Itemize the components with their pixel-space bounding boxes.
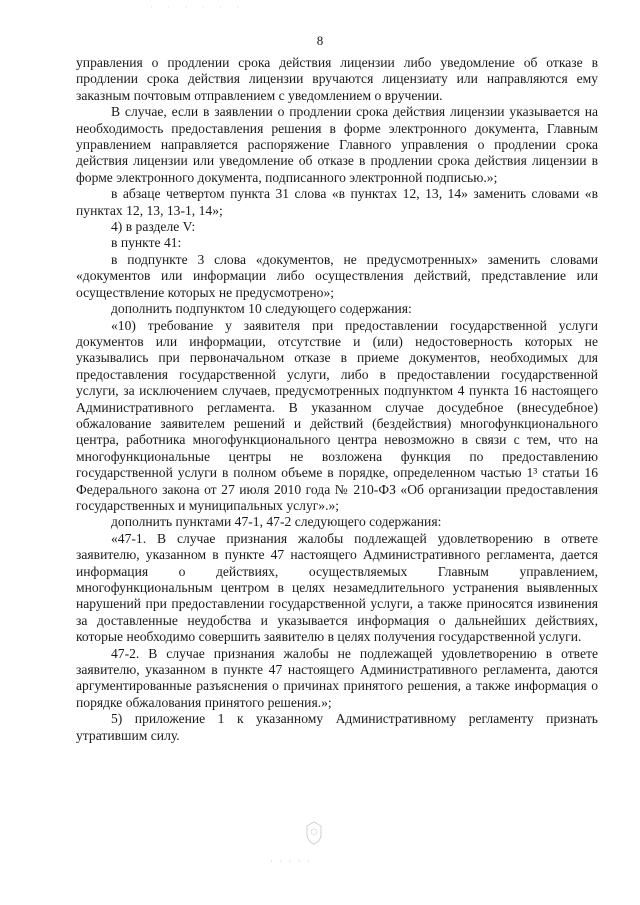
paragraph-3: в абзаце четвертом пункта 31 слова «в пунктах 12, 13, 14» заменить словами «в пунктах 12, 13, 13-1, 14»; (76, 186, 598, 218)
page-number: 8 (316, 33, 324, 48)
paragraph-9: дополнить пунктами 47-1, 47-2 следующего содержания: (111, 514, 442, 530)
paragraph-8: «10) требование у заявителя при предоставлении государственной услуги документов или информации, отсутствие и (или) недостоверность которых не указывались при первоначальном отказе в приеме документов, необходимых для предоставления государственной услуги, либо в предоставлении государственной услуги, за исключением случаев, предусмотренных подпунктом 4 пункта 16 настоящего Административного регламента. В указанном случае досудебное (внесудебное) обжалование заявителем решений и действий (бездействия) многофункционального центра, работника многофункционального центра невозможно в связи с тем, что на многофункциональные центры не возложена функция по предоставлению государственной услуги в полном объеме в порядке, определенном частью 1³ статьи 16 Федерального закона от 27 июля 2010 года № 210-ФЗ «Об организации предоставления государственных и муниципальных услуг».»; (76, 317, 598, 513)
paragraph-10: «47-1. В случае признания жалобы подлежащей удовлетворению в ответе заявителю, указанном в пункте 47 настоящего Административного регламента, дается информация о действиях, осуществляемых Главным управлением, многофункциональным центром в целях незамедлительного устранения выявленных нарушений при предоставлении государственной услуги, а также приносятся извинения за доставленные неудобства и указывается информация о дальнейших действиях, которые необходимо совершить заявителю в целях получения государственной услуги. (76, 530, 598, 645)
paragraph-7: дополнить подпунктом 10 следующего содержания: (111, 301, 412, 317)
paragraph-6: в подпункте 3 слова «документов, не предусмотренных» заменить словами «документов или информации либо осуществления действий, представление или осуществление которых не предусмотрено»; (76, 251, 598, 300)
document-body (76, 55, 598, 744)
paragraph-12: 5) приложение 1 к указанному Административному регламенту признать утратившим силу. (76, 711, 598, 743)
paragraph-4: 4) в разделе V: (111, 219, 196, 235)
paragraph-1: управления о продлении срока действия лицензии либо уведомление об отказе в продлении срока действия лицензии вручаются лицензиату или направляются ему заказным почтовым отправлением с уведомлением о вручении. (76, 55, 598, 103)
paragraph-11: 47-2. В случае признания жалобы не подлежащей удовлетворению в ответе заявителю, указанном в пункте 47 настоящего Административного регламента, даются аргументированные разъяснения о причинах принятого решения, а также информация о порядке обжалования принятого решения.»; (76, 645, 598, 710)
emblem-watermark-icon (303, 820, 325, 846)
scan-artifacts-top: · · · · · · (150, 2, 246, 12)
paragraph-2: В случае, если в заявлении о продлении срока действия лицензии указывается на необходимость предоставления решения в форме электронного документа, Главным управлением направляется распоряжение Главного управления о продлении срока действия лицензии или уведомление об отказе в продлении срока действия лицензии в форме электронного документа, подписанного электронной подписью.»; (76, 104, 598, 185)
paragraph-5: в пункте 41: (111, 235, 182, 251)
scan-artifacts-bottom: · · · · · (270, 856, 312, 866)
